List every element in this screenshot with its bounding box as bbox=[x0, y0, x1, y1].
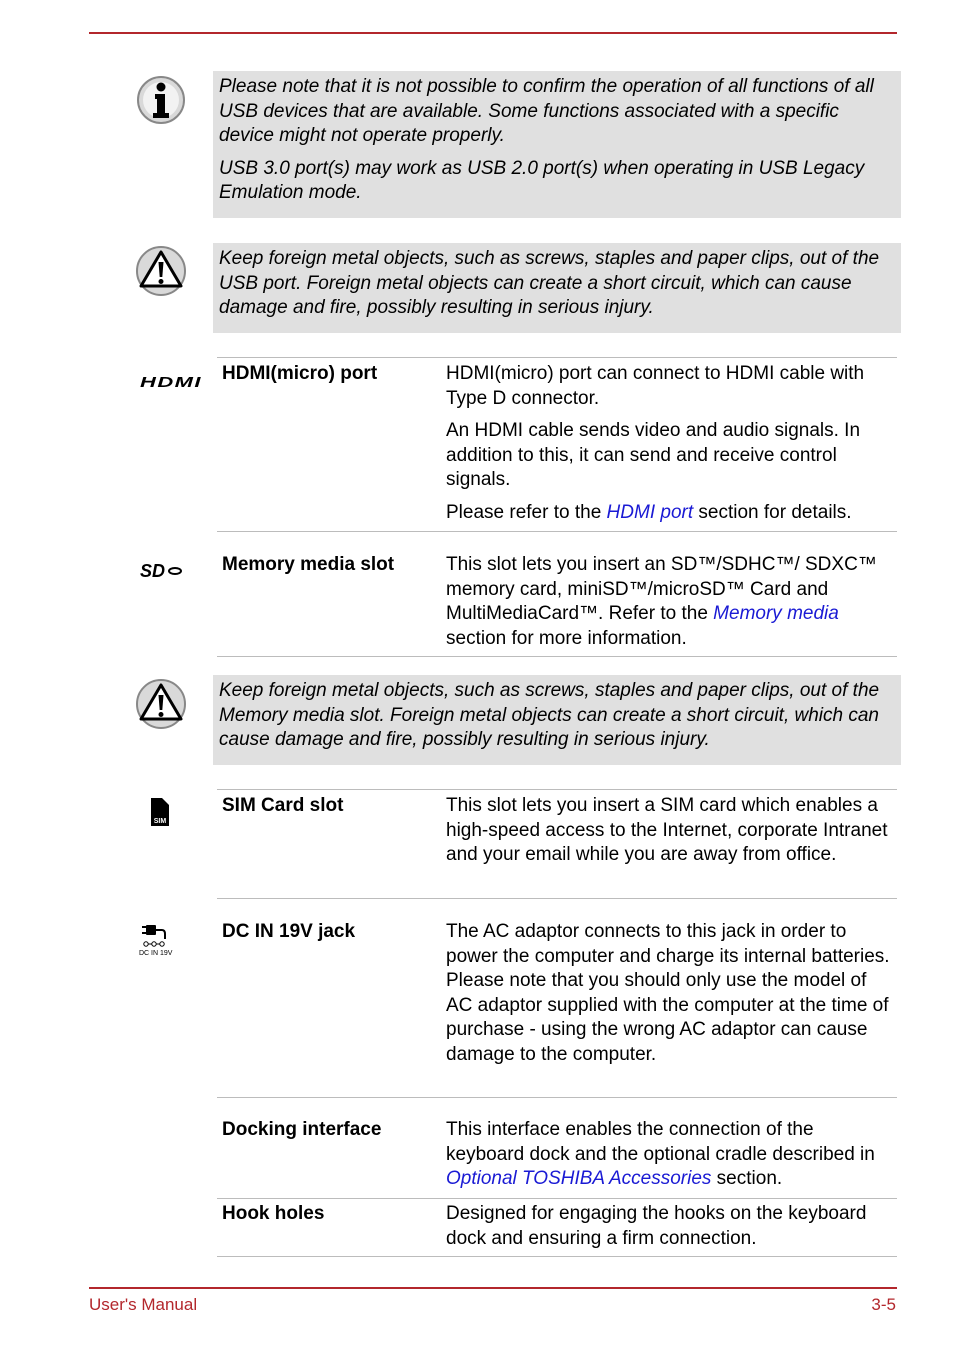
row-divider bbox=[217, 531, 897, 532]
sim-desc-1: This slot lets you insert a SIM card which enables a high-speed access to the Internet, corporate Intranet and your email while you are away from office. bbox=[446, 795, 888, 865]
hdmi-icon bbox=[140, 372, 204, 397]
row-divider bbox=[217, 898, 897, 899]
dc-in-row bbox=[217, 915, 897, 1098]
memory-term: Memory media slot bbox=[222, 554, 395, 575]
hdmi-desc-1: HDMI(micro) port can connect to HDMI cable with Type D connector. bbox=[446, 363, 865, 409]
hook-term: Hook holes bbox=[222, 1203, 325, 1224]
memory-desc-1 bbox=[446, 553, 896, 651]
footer-page-number: 3-5 bbox=[871, 1295, 896, 1314]
docking-desc-1 bbox=[446, 1118, 896, 1192]
hdmi-port-link[interactable]: HDMI port bbox=[606, 501, 694, 523]
sd-card-icon bbox=[139, 561, 183, 589]
info-icon bbox=[136, 74, 186, 134]
footer-manual-title: User's Manual bbox=[89, 1295, 198, 1314]
docking-description bbox=[446, 1118, 896, 1200]
hdmi-ref-text: Please refer to the bbox=[446, 501, 607, 523]
row-divider bbox=[217, 357, 897, 358]
hdmi-term: HDMI(micro) port bbox=[222, 363, 378, 384]
memory-desc-text: This slot lets you insert an SD™/SDHC™/ SDXC™ memory card, miniSD™/microSD™ Card and MultiMediaCard™. Refer to the bbox=[446, 554, 877, 624]
docking-desc-text: This interface enables the connection of the keyboard dock and the optional cradle described in bbox=[446, 1119, 875, 1165]
svg-text:HDMI: HDMI bbox=[140, 375, 202, 389]
info-note bbox=[213, 71, 901, 218]
svg-text:SIM: SIM bbox=[153, 818, 167, 825]
dcin-desc-1: The AC adaptor connects to this jack in order to power the computer and charge its internal batteries. Please note that you should only use the model of AC adaptor supplied with the computer at the time of purchase - using the wrong AC adaptor can cause damage to the computer. bbox=[446, 921, 890, 1065]
sim-term: SIM Card slot bbox=[222, 795, 344, 816]
svg-text:SD: SD bbox=[140, 561, 166, 581]
row-divider bbox=[217, 1097, 897, 1098]
dcin-term: DC IN 19V jack bbox=[222, 921, 356, 942]
svg-text:DC IN 19V: DC IN 19V bbox=[139, 950, 173, 957]
row-divider bbox=[217, 1256, 897, 1257]
sim-card-icon bbox=[150, 797, 170, 835]
sim-card-row bbox=[217, 789, 897, 899]
warning-triangle-icon bbox=[135, 677, 187, 739]
memory-warning-text: Keep foreign metal objects, such as screws, staples and paper clips, out of the Memory media slot. Foreign metal objects can create a short circuit, which can cause damage and fire, possibly resulting in serious injury. bbox=[219, 680, 880, 750]
dc-in-power-icon bbox=[138, 923, 178, 967]
optional-accessories-link[interactable]: Optional TOSHIBA Accessories bbox=[446, 1168, 712, 1189]
info-note-text-2: USB 3.0 port(s) may work as USB 2.0 port(s) when operating in USB Legacy Emulation mode. bbox=[219, 157, 865, 203]
docking-desc-text-end: section. bbox=[711, 1168, 783, 1189]
hook-desc-1: Designed for engaging the hooks on the keyboard dock and ensuring a firm connection. bbox=[446, 1203, 867, 1249]
row-divider bbox=[217, 789, 897, 790]
docking-interface-row bbox=[217, 1114, 897, 1199]
hook-holes-row bbox=[217, 1198, 897, 1258]
usb-warning-text: Keep foreign metal objects, such as screws, staples and paper clips, out of the USB port. Foreign metal objects can create a short circuit, which can cause damage and fire, possibly resulting in serious injury. bbox=[219, 248, 880, 318]
docking-term: Docking interface bbox=[222, 1119, 382, 1140]
hdmi-desc-3 bbox=[446, 501, 896, 526]
memory-description bbox=[446, 553, 896, 659]
memory-media-row bbox=[217, 549, 897, 658]
dcin-description bbox=[446, 920, 896, 1075]
hdmi-desc-2: An HDMI cable sends video and audio signals. In addition to this, it can send and receive control signals. bbox=[446, 420, 861, 490]
usb-warning-note bbox=[213, 243, 901, 333]
info-note-text-1: Please note that it is not possible to confirm the operation of all functions of all USB devices that are available. Some functions associated with a specific device might not operate properly. bbox=[219, 76, 874, 146]
hook-description bbox=[446, 1202, 896, 1259]
hdmi-description bbox=[446, 362, 896, 533]
warning-triangle-icon bbox=[135, 244, 187, 306]
hdmi-row bbox=[217, 357, 897, 532]
hdmi-ref-text-end: section for details. bbox=[693, 501, 852, 523]
footer-rule bbox=[89, 1287, 897, 1289]
memory-media-link[interactable]: Memory media bbox=[713, 603, 839, 624]
memory-warning-note bbox=[213, 675, 901, 765]
memory-desc-text-end: section for more information. bbox=[446, 627, 687, 649]
row-divider bbox=[217, 656, 897, 657]
sim-description bbox=[446, 794, 896, 876]
header-rule bbox=[89, 32, 897, 34]
